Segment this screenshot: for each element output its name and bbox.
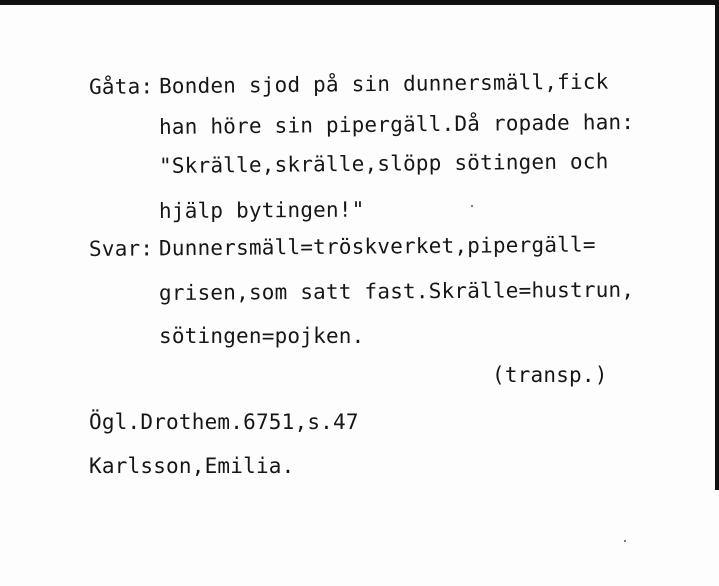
riddle-line-2: han höre sin pipergäll.Då ropade han: xyxy=(158,110,635,139)
answer-label: Svar: xyxy=(88,236,154,261)
transposition-note: (transp.) xyxy=(492,363,608,387)
answer-line-2: grisen,som satt fast.Skrälle=hustrun, xyxy=(158,277,635,305)
informant-name: Karlsson,Emilia. xyxy=(89,454,295,478)
answer-line-1 xyxy=(89,232,596,262)
paper-speck xyxy=(471,205,473,207)
riddle-label: Gåta: xyxy=(88,74,154,99)
riddle-line-4: hjälp bytingen!" xyxy=(158,197,365,223)
answer-text-1: Dunnersmäll=tröskverket,pipergäll= xyxy=(158,232,596,261)
paper-speck xyxy=(624,540,626,542)
card-top-edge xyxy=(0,0,719,5)
riddle-text-1: Bonden sjod på sin dunnersmäll,fick xyxy=(158,69,609,99)
riddle-line-1 xyxy=(89,69,609,100)
riddle-line-3: "Skrälle,skrälle,slöpp sötingen och xyxy=(158,149,609,178)
answer-line-3: sötingen=pojken. xyxy=(159,324,365,348)
source-reference: Ögl.Drothem.6751,s.47 xyxy=(89,410,359,434)
card-right-edge xyxy=(715,0,719,490)
